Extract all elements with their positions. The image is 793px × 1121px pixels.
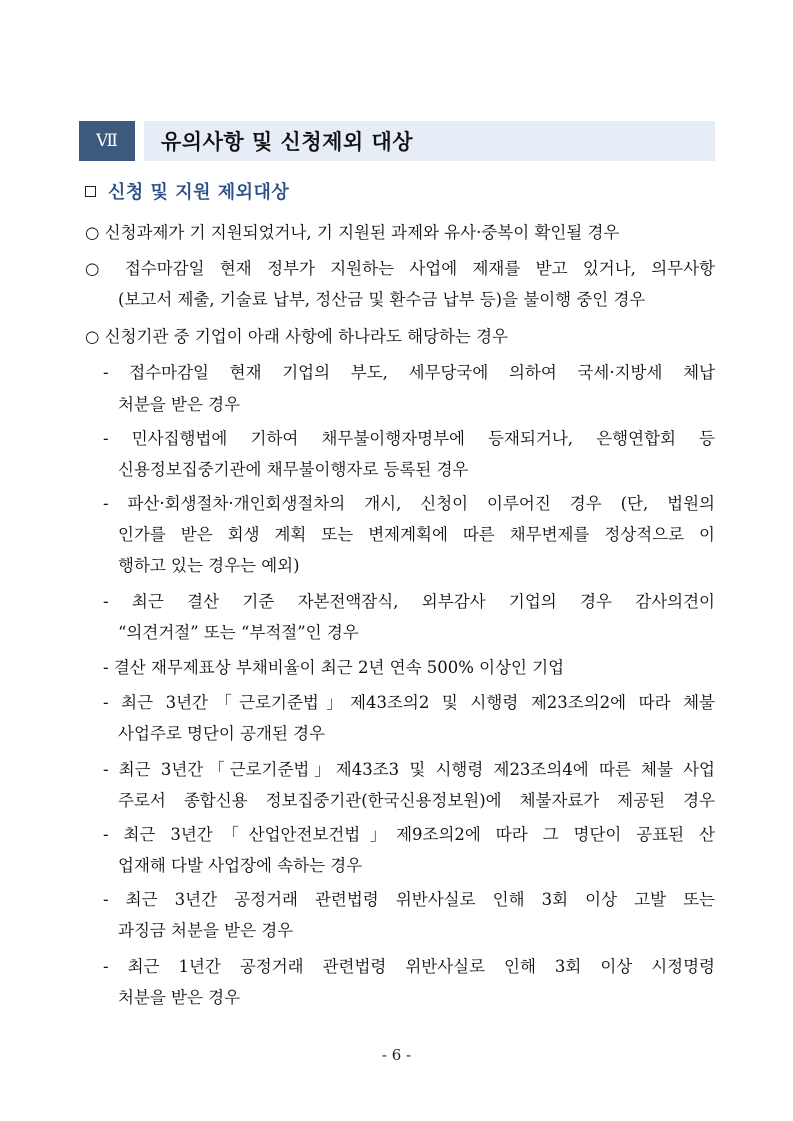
sub-list-item-continuation: 신용정보집중기관에 채무불이행자로 등록된 경우	[118, 460, 469, 479]
sub-list-item-continuation: 행하고 있는 경우는 예외)	[118, 556, 300, 575]
section-number-box	[79, 121, 135, 161]
list-item: ○ 접수마감일 현재 정부가 지원하는 사업에 제재를 받고 있거나, 의무사항	[85, 259, 715, 278]
sub-list-item-continuation: 사업주로 명단이 공개된 경우	[118, 724, 326, 743]
section-header	[79, 121, 715, 161]
sub-list-item: - 최근 3년간「근로기준법」제43조3 및 시행령 제23조의4에 따른 체불 사업	[103, 760, 715, 779]
section-title-bar	[144, 121, 715, 161]
sub-list-item: - 최근 3년간「근로기준법」제43조의2 및 시행령 제23조의2에 따라 체불	[103, 693, 715, 712]
sub-list-item-continuation: 처분을 받은 경우	[118, 395, 241, 414]
sub-list-item: - 최근 3년간 공정거래 관련법령 위반사실로 인해 3회 이상 고발 또는	[103, 890, 715, 909]
page-number: - 6 -	[381, 1046, 412, 1064]
sub-list-item: - 최근 3년간「산업안전보건법」제9조의2에 따라 그 명단이 공표된 산	[103, 825, 715, 844]
list-item: ○ 신청과제가 기 지원되었거나, 기 지원된 과제와 유사·중복이 확인될 경우	[85, 223, 620, 242]
list-item-continuation: (보고서 제출, 기술료 납부, 정산금 및 환수금 납부 등)을 불이행 중인 경우	[118, 290, 646, 309]
hollow-square-icon	[85, 186, 96, 197]
sub-list-item-continuation: 처분을 받은 경우	[118, 988, 241, 1007]
sub-list-item-continuation: 인가를 받은 회생 계획 또는 변제계획에 따른 채무변제를 정상적으로 이	[118, 525, 715, 544]
sub-list-item: - 민사집행법에 기하여 채무불이행자명부에 등재되거나, 은행연합회 등	[103, 429, 715, 448]
list-item: ○ 신청기관 중 기업이 아래 사항에 하나라도 해당하는 경우	[85, 327, 508, 346]
sub-list-item-continuation: 주로서 종합신용 정보집중기관(한국신용정보원)에 체불자료가 제공된 경우	[118, 791, 715, 810]
sub-list-item: - 최근 결산 기준 자본전액잠식, 외부감사 기업의 경우 감사의견이	[103, 592, 715, 611]
subsection-heading	[85, 178, 289, 204]
subsection-title: 신청 및 지원 제외대상	[108, 182, 290, 203]
sub-list-item: - 최근 1년간 공정거래 관련법령 위반사실로 인해 3회 이상 시정명령	[103, 957, 715, 976]
sub-list-item-continuation: “의견거절” 또는 “부적절”인 경우	[118, 623, 359, 642]
sub-list-item-continuation: 업재해 다발 사업장에 속하는 경우	[118, 856, 363, 875]
sub-list-item: - 결산 재무제표상 부채비율이 최근 2년 연속 500% 이상인 기업	[103, 658, 565, 677]
sub-list-item: - 접수마감일 현재 기업의 부도, 세무당국에 의하여 국세·지방세 체납	[103, 363, 715, 382]
sub-list-item-continuation: 과징금 처분을 받은 경우	[118, 921, 294, 940]
section-title: 유의사항 및 신청제외 대상	[161, 130, 414, 154]
sub-list-item: - 파산·회생절차·개인회생절차의 개시, 신청이 이루어진 경우 (단, 법원의	[103, 494, 715, 513]
section-number: Ⅶ	[96, 131, 118, 151]
